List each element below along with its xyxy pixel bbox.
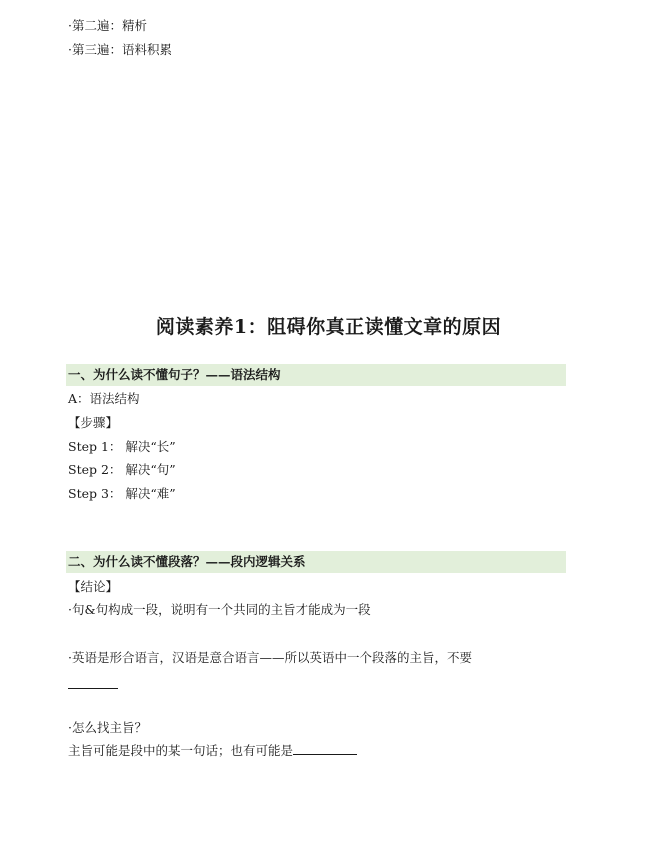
conclusion-point-3: ·怎么找主旨？ xyxy=(68,720,147,735)
section-2-heading-bar xyxy=(66,551,566,573)
conclusion-point-2: ·英语是形合语言，汉语是意合语言——所以英语中一个段落的主旨，不要 xyxy=(68,650,472,665)
section-1-heading: 一、为什么读不懂句子？——语法结构 xyxy=(68,367,281,382)
list-item-second-pass: ·第二遍：精析 xyxy=(68,18,147,33)
step-2: Step 2： 解决“句” xyxy=(68,462,176,477)
grammar-structure-label: A：语法结构 xyxy=(68,391,140,406)
step-3: Step 3： 解决“难” xyxy=(68,486,176,501)
list-item-third-pass: ·第三遍：语料积累 xyxy=(68,42,172,57)
page-title: 阅读素养1：阻碍你真正读懂文章的原因 xyxy=(155,316,502,338)
fill-in-blank-1 xyxy=(68,676,118,689)
section-2-heading: 二、为什么读不懂段落？——段内逻辑关系 xyxy=(68,554,306,569)
steps-label: 【步骤】 xyxy=(68,415,119,430)
fill-in-blank-2 xyxy=(293,742,357,755)
conclusion-point-1: ·句&句构成一段，说明有一个共同的主旨才能成为一段 xyxy=(68,602,371,617)
step-1: Step 1： 解决“长” xyxy=(68,439,176,454)
conclusion-point-4 xyxy=(68,742,357,760)
conclusion-label: 【结论】 xyxy=(68,579,119,594)
section-1-heading-bar xyxy=(66,364,566,386)
conclusion-point-4-text: 主旨可能是段中的某一句话；也有可能是 xyxy=(68,743,294,758)
